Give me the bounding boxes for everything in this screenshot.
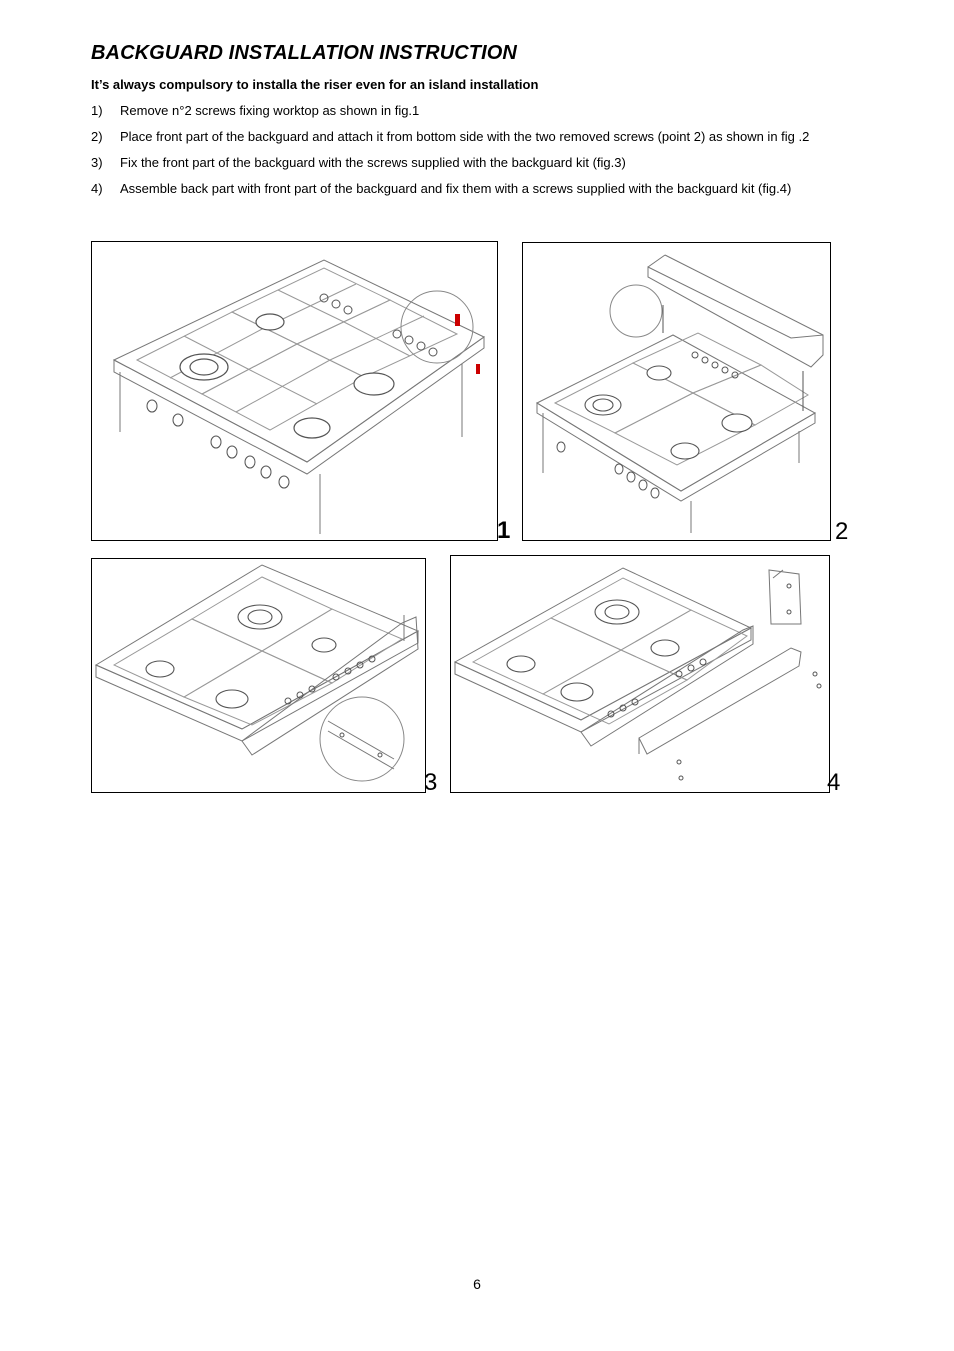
figure-4-assemble-back-part	[450, 555, 830, 793]
page-number: 6	[473, 1276, 481, 1292]
step-item	[91, 129, 864, 145]
step-number: 4)	[91, 181, 103, 196]
figure-2-drawing	[523, 243, 830, 540]
figure-4-drawing	[451, 556, 829, 792]
figure-1-cooktop-screw-removal	[91, 241, 498, 541]
page-title: BACKGUARD INSTALLATION INSTRUCTION	[91, 42, 517, 64]
step-item	[91, 155, 864, 171]
step-text: Assemble back part with front part of the backguard and fix them with a screws supplied with the backguard kit (fig.4)	[120, 181, 792, 196]
figure-2-front-backguard	[522, 242, 831, 541]
figure-1-drawing	[92, 242, 497, 540]
figure-3-fix-backguard	[91, 558, 426, 793]
step-number: 3)	[91, 155, 103, 170]
figure-3-label: 3	[424, 769, 438, 796]
step-item	[91, 181, 864, 197]
compulsory-note: It’s always compulsory to installa the riser even for an island installation	[91, 77, 539, 92]
step-text: Remove n°2 screws fixing worktop as shown in fig.1	[120, 103, 420, 118]
step-text: Fix the front part of the backguard with the screws supplied with the backguard kit (fig.3)	[120, 155, 626, 170]
instruction-steps	[91, 103, 864, 207]
step-number: 2)	[91, 129, 103, 144]
step-item	[91, 103, 864, 119]
step-text: Place front part of the backguard and attach it from bottom side with the two removed screws (point 2) as shown in fig .2	[120, 129, 810, 144]
figure-4-label: 4	[827, 769, 841, 796]
figure-2-label: 2	[835, 518, 849, 545]
step-number: 1)	[91, 103, 103, 118]
figure-1-label: 1	[497, 517, 511, 544]
figure-3-drawing	[92, 559, 425, 792]
